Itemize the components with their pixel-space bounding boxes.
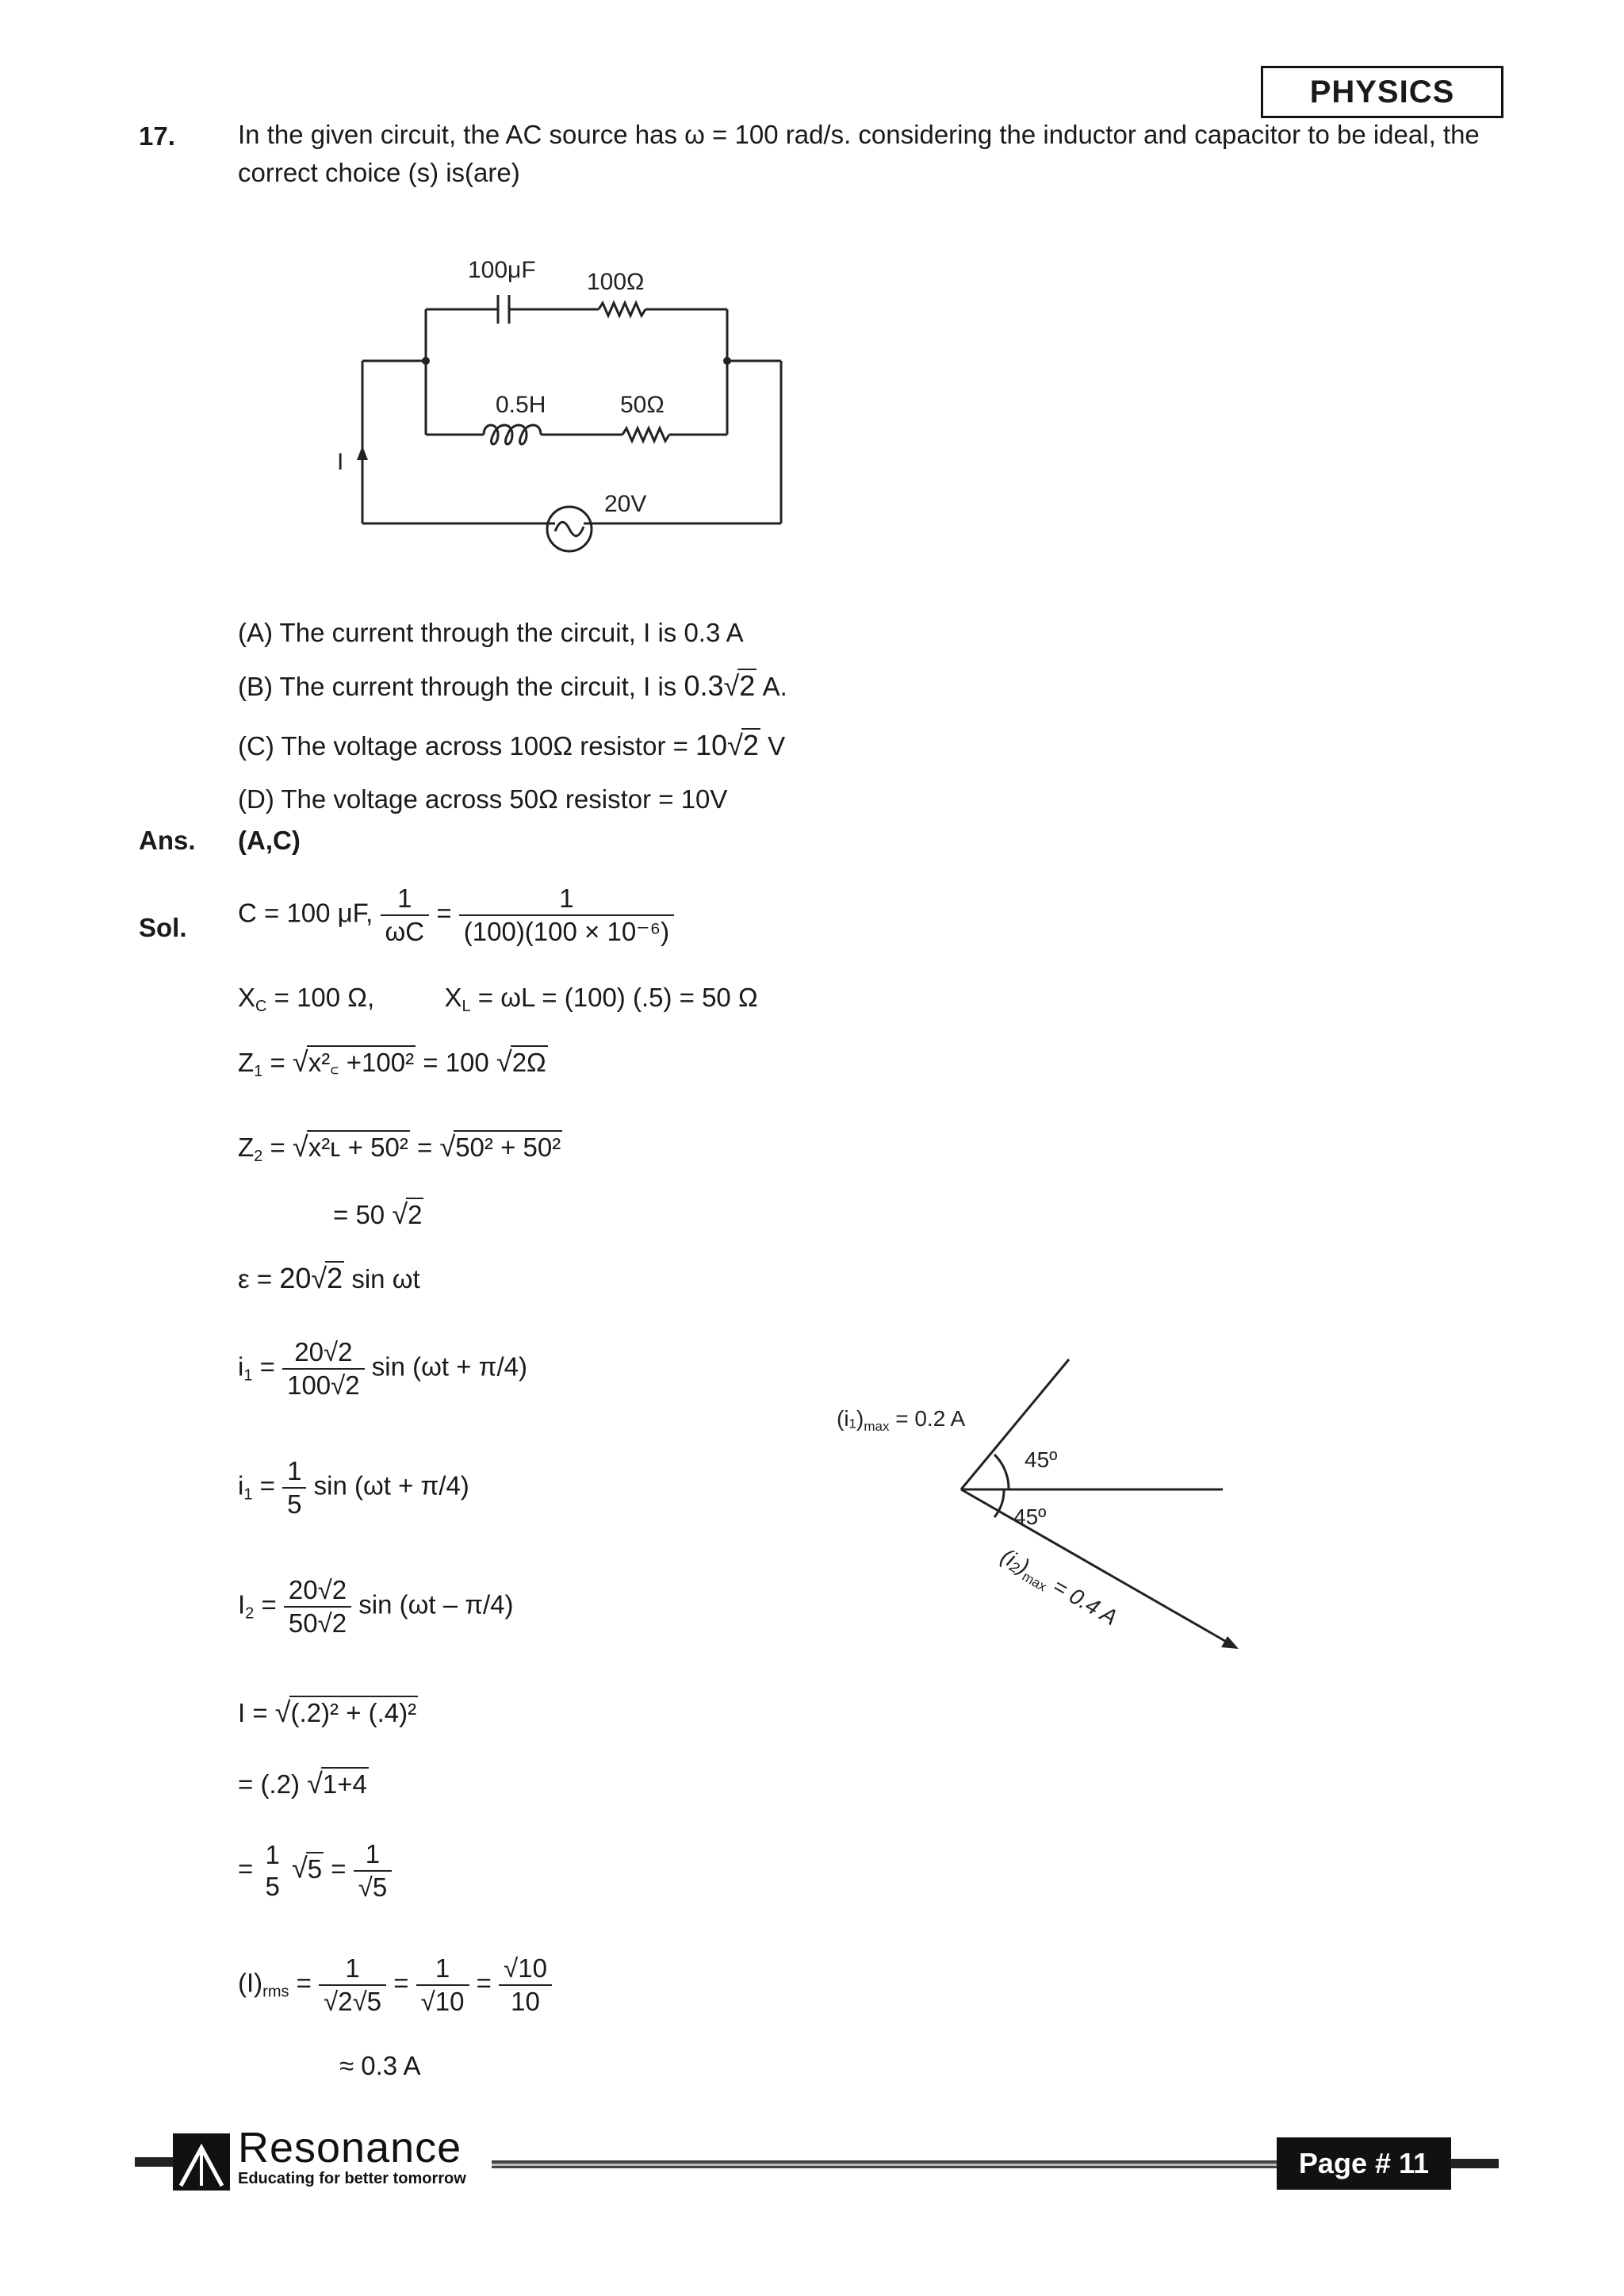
sol-line-z1: $Z_1$ = √x²꜀ +100² = 100 √2Ω xyxy=(238,1045,546,1080)
option-d: (D) The voltage across 50Ω resistor = 10V xyxy=(238,784,728,814)
sol-line-current-2: = (.2) √1+4 xyxy=(238,1767,367,1800)
answer-label: Ans. xyxy=(139,826,196,855)
answer-value: (A,C) xyxy=(238,826,301,855)
question-text-line2: correct choice (s) is(are) xyxy=(238,158,520,187)
question-text-line1: In the given circuit, the AC source has ω = 100 rad/s. considering the inductor and capacitor to be ideal, the xyxy=(238,120,1480,149)
bottom-resistor-label: 50Ω xyxy=(620,392,665,418)
option-c: (C) The voltage across 100Ω resistor = 10√2 V xyxy=(238,729,786,761)
sol-line-approx: ≈ 0.3 A xyxy=(339,2051,421,2080)
phasor-i1-label: $(i_1)_{max} = 0.2$ A xyxy=(837,1406,966,1434)
sol-line-z2: $Z_2$ = √x²ʟ + 50² = √50² + 50² xyxy=(238,1130,561,1165)
brand-tagline: Educating for better tomorrow xyxy=(238,2170,466,2187)
brand-name: Resonance xyxy=(238,2124,462,2171)
page-number: Page # 11 xyxy=(1277,2137,1451,2190)
sol-line-current: I = √(.2)² + (.4)² xyxy=(238,1696,417,1728)
sol-line-emf: ε = 20√2 sin ωt xyxy=(238,1262,420,1294)
capacitor-label: 100μF xyxy=(468,257,536,283)
question-number: 17. xyxy=(139,121,175,151)
sol-line-rms: $(I)_{rms}$ = $\frac{1}{√2√5}$ = $\frac{1}{√10}$ = $\frac{√10}{10}$ xyxy=(238,1953,552,2018)
sol-line-i2: $I_2$ = $\frac{20√2}{50√2}$ sin (ωt – π/4) xyxy=(238,1575,514,1638)
phasor-angle-upper: 45º xyxy=(1025,1447,1058,1472)
subject-header: PHYSICS xyxy=(1261,66,1503,118)
sol-line-i1: $i_1$ = $\frac{20√2}{100√2}$ sin (ωt + π/4) xyxy=(238,1337,527,1400)
inductor-label: 0.5H xyxy=(496,392,546,418)
sol-line-reactances: $X_C = 100$ Ω, $X_L = \omega L = (100) (.5) = 50$ Ω xyxy=(238,983,758,1015)
option-a: (A) The current through the circuit, I is 0.3 A xyxy=(238,618,744,647)
circuit-diagram xyxy=(317,246,809,563)
top-resistor-label: 100Ω xyxy=(587,269,645,295)
solution-label: Sol. xyxy=(139,913,187,942)
phasor-diagram xyxy=(825,1348,1269,1665)
sol-line-z2-result: = 50 √2 xyxy=(333,1198,423,1230)
sol-line-capacitance: C = 100 μF, $\frac{1}{\omega C}$ = $\frac{1}{\text{(100)(100 × 10⁻⁶)}}$ xyxy=(238,883,674,948)
phasor-i2-label: $(i_2)_{max} = 0.4$ A xyxy=(997,1543,1122,1631)
option-b: (B) The current through the circuit, I is 0.3√2 A. xyxy=(238,669,787,702)
brand-logo-icon xyxy=(173,2133,230,2191)
sol-line-current-3: = 1 5 √5 = $\frac{1}{√5}$ xyxy=(238,1838,392,1903)
sol-line-i1-simplified: $i_1$ = $\frac{1}{5}$ sin (ωt + π/4) xyxy=(238,1456,469,1519)
current-label: I xyxy=(337,449,344,475)
phasor-angle-lower: 45º xyxy=(1013,1504,1047,1529)
source-label: 20V xyxy=(604,491,647,517)
